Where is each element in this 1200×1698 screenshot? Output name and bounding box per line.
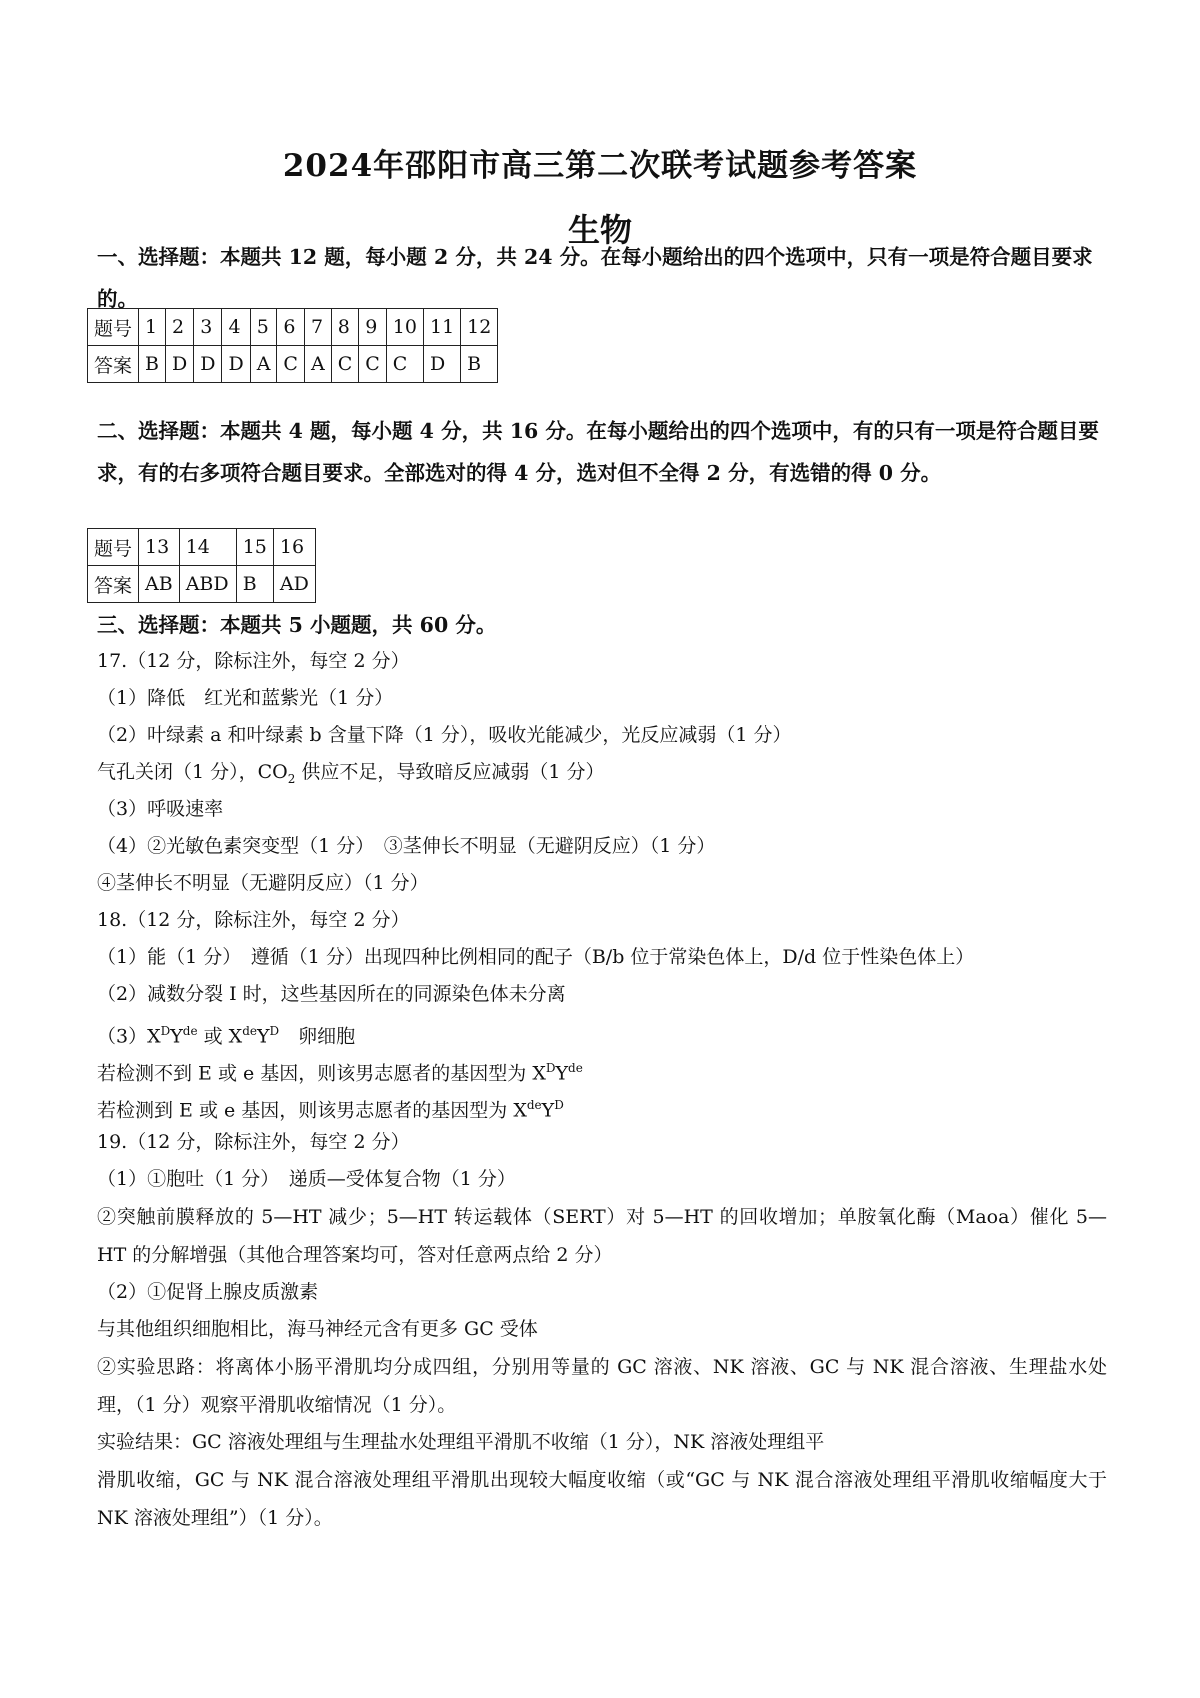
q19-answer-2e: 滑肌收缩，GC 与 NK 混合溶液处理组平滑肌出现较大幅度收缩（或“GC 与 NK 混合溶液处理组平滑肌收缩幅度大于 NK 溶液处理组”）（1 分）。	[97, 1469, 1107, 1529]
row-label: 题号	[88, 529, 139, 566]
q19-answer-2d: 实验结果：GC 溶液处理组与生理盐水处理组平滑肌不收缩（1 分），NK 溶液处理组平	[97, 1431, 825, 1453]
table-row	[88, 346, 498, 383]
page-title: 2024年邵阳市高三第二次联考试题参考答案	[282, 148, 918, 184]
q17-answer-2b: 气孔关闭（1 分），$CO_2$ 供应不足，导致暗反应减弱（1 分）	[97, 761, 605, 786]
question-number: 6	[277, 309, 305, 346]
answer-cell: B	[236, 566, 273, 603]
answer-cell: D	[222, 346, 250, 383]
q18-answer-4: 若检测不到 E 或 e 基因，则该男志愿者的基因型为 $X^DY^{de}$	[97, 1061, 583, 1085]
answer-cell: D	[165, 346, 193, 383]
table-row	[88, 529, 316, 566]
q17-answer-4a: （4）②光敏色素突变型（1 分） ③茎伸长不明显（无避阴反应）（1 分）	[97, 835, 716, 857]
section2-heading: 二、选择题：本题共 4 题，每小题 4 分，共 16 分。在每小题给出的四个选项中，有的只有一项是符合题目要求，有的右多项符合题目要求。全部选对的得 4 分，选对但不全得 2 分，有选错的得 0 分。	[97, 419, 1099, 485]
q19-answer-2b: 与其他组织细胞相比，海马神经元含有更多 GC 受体	[97, 1318, 538, 1340]
q18-answer-1: （1）能（1 分） 遵循（1 分）出现四种比例相同的配子（B/b 位于常染色体上，D/d 位于性染色体上）	[97, 946, 975, 968]
question-number: 9	[359, 309, 387, 346]
answer-cell: D	[194, 346, 222, 383]
question-number: 10	[386, 309, 423, 346]
section3-heading: 三、选择题：本题共 5 小题题，共 60 分。	[97, 613, 497, 637]
question-number: 11	[423, 309, 460, 346]
answer-cell: B	[461, 346, 498, 383]
question-number: 7	[304, 309, 331, 346]
answer-cell: C	[277, 346, 305, 383]
question-number: 14	[179, 529, 236, 566]
q19-answer-1b: ②突触前膜释放的 5—HT 减少；5—HT 转运载体（SERT）对 5—HT 的回收增加；单胺氧化酶（Maoa）催化 5—HT 的分解增强（其他合理答案均可，答对任意两点给 2 分）	[97, 1206, 1107, 1266]
q19-header: 19.（12 分，除标注外，每空 2 分）	[97, 1131, 410, 1153]
answer-cell: D	[423, 346, 460, 383]
question-number: 1	[139, 309, 166, 346]
question-number: 15	[236, 529, 273, 566]
q18-header: 18.（12 分，除标注外，每空 2 分）	[97, 909, 410, 931]
subject-title: 生物	[567, 211, 632, 249]
q18-answer-2: （2）减数分裂 I 时，这些基因所在的同源染色体未分离	[97, 983, 566, 1005]
row-label: 答案	[88, 566, 139, 603]
answer-cell: AB	[139, 566, 180, 603]
answer-cell: A	[250, 346, 277, 383]
q18-answer-3: $(3)X^DY^{de}$ 或 $XdeY^D$ 卵细胞	[97, 1024, 356, 1048]
question-number: 16	[273, 529, 315, 566]
table-row	[88, 566, 316, 603]
section1-heading: 一、选择题：本题共 12 题，每小题 2 分，共 24 分。在每小题给出的四个选项中，只有一项是符合题目要求的。	[97, 245, 1093, 311]
question-number: 3	[194, 309, 222, 346]
q19-answer-2c: ②实验思路：将离体小肠平滑肌均分成四组，分别用等量的 GC 溶液、NK 溶液、GC 与 NK 混合溶液、生理盐水处理，（1 分）观察平滑肌收缩情况（1 分）。	[97, 1356, 1107, 1416]
section2-answer-table	[87, 528, 316, 603]
answer-cell: ABD	[179, 566, 236, 603]
q17-answer-3: （3）呼吸速率	[97, 798, 224, 820]
q17-header: 17.（12 分，除标注外，每空 2 分）	[97, 650, 410, 672]
row-label: 答案	[88, 346, 139, 383]
q19-answer-2: （2）①促肾上腺皮质激素	[97, 1281, 319, 1303]
section1-answer-table	[87, 308, 498, 383]
q17-answer-2a: （2）叶绿素 a 和叶绿素 b 含量下降（1 分），吸收光能减少，光反应减弱（1 分）	[97, 724, 792, 746]
answer-cell: C	[386, 346, 423, 383]
q17-answer-1: （1）降低 红光和蓝紫光（1 分）	[97, 687, 394, 709]
answer-cell: C	[331, 346, 359, 383]
q19-answer-1: （1）①胞吐（1 分） 递质—受体复合物（1 分）	[97, 1168, 516, 1190]
question-number: 5	[250, 309, 277, 346]
question-number: 13	[139, 529, 180, 566]
answer-cell: C	[359, 346, 387, 383]
row-label: 题号	[88, 309, 139, 346]
answer-cell: AD	[273, 566, 315, 603]
q18-answer-5: 若检测到 E 或 e 基因，则该男志愿者的基因型为 $XdeY^D$	[97, 1098, 564, 1122]
question-number: 8	[331, 309, 359, 346]
answer-cell: B	[139, 346, 166, 383]
table-row	[88, 309, 498, 346]
answer-cell: A	[304, 346, 331, 383]
question-number: 2	[165, 309, 193, 346]
question-number: 4	[222, 309, 250, 346]
q17-answer-4b: ④茎伸长不明显（无避阴反应）（1 分）	[97, 872, 429, 894]
question-number: 12	[461, 309, 498, 346]
